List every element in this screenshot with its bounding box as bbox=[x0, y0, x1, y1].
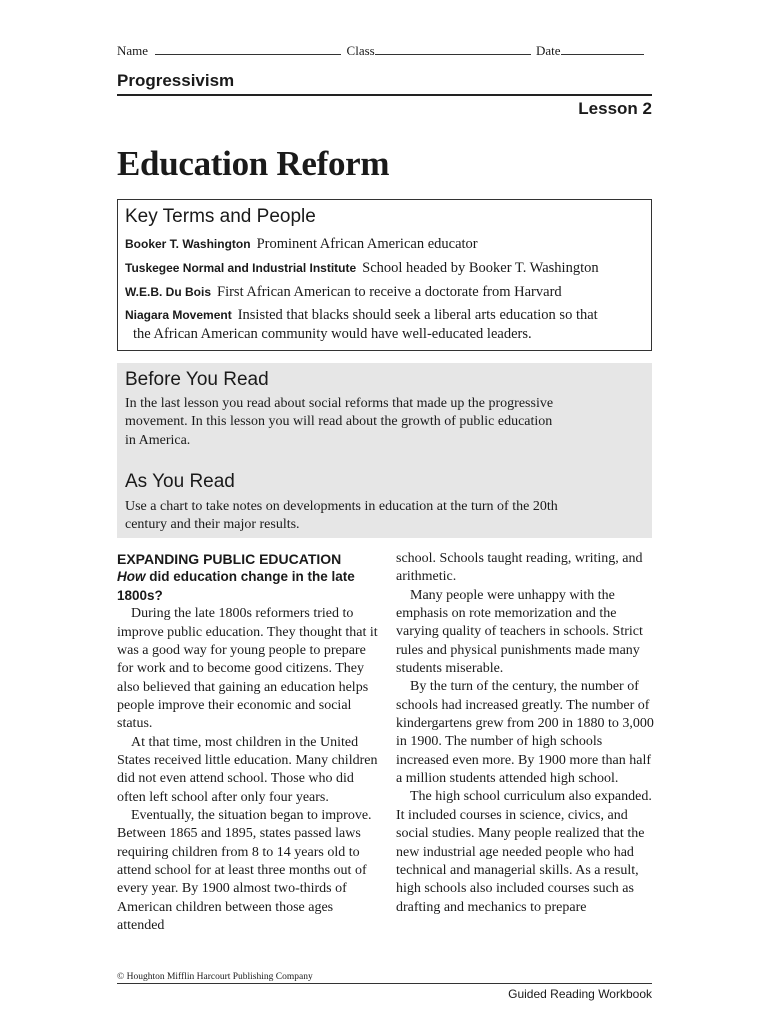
paragraph: At that time, most children in the United States received little education. Many children did not even attend school. Those who did often left school after only four years. bbox=[117, 734, 378, 805]
paragraph: Many people were unhappy with the emphasis on rote memorization and the varying quality of teachers in schools. Strict rules and physical punishments made many students miserable. bbox=[396, 587, 643, 677]
key-terms-box bbox=[117, 199, 652, 351]
before-you-read-heading: Before You Read bbox=[125, 369, 269, 390]
key-term-definition: First African American to receive a doctorate from Harvard bbox=[217, 284, 562, 300]
worksheet-page bbox=[117, 0, 652, 1024]
as-you-read-text: Use a chart to take notes on developments in education at the turn of the 20th century and their major results. bbox=[125, 499, 558, 533]
paragraph: Eventually, the situation began to improve. Between 1865 and 1895, states passed laws requiring children from 8 to 14 years old to attend school for at least three months out of every year. By 1900 almost two-thirds of American children between those ages attended bbox=[117, 808, 372, 934]
name-field[interactable] bbox=[155, 43, 341, 55]
lesson-label: Lesson 2 bbox=[578, 99, 652, 118]
key-term-definition: School headed by Booker T. Washington bbox=[362, 260, 599, 276]
paragraph: During the late 1800s reformers tried to improve public education. They thought that it was a good way for young people to prepare for work and to become good citizens. They also believed that gaining an education helps people improve their economic and social status. bbox=[117, 606, 378, 732]
lesson-title: Education Reform bbox=[117, 144, 390, 183]
name-label: Name bbox=[117, 43, 149, 58]
paragraph: By the turn of the century, the number of schools had increased greatly. The number of kindergartens grew from 200 in 1880 to 3,000 in 1900. The number of high schools increased even more. By 1900 more than half a million students attended high school. bbox=[396, 679, 654, 787]
key-term-row bbox=[125, 283, 645, 302]
section-question-emphasis: How bbox=[117, 569, 146, 585]
copyright-notice: © Houghton Mifflin Harcourt Publishing Company bbox=[117, 972, 313, 982]
key-term-definition: Insisted that blacks should seek a liberal arts education so that bbox=[237, 307, 598, 323]
before-you-read-text: In the last lesson you read about social reforms that made up the progressive movement. In this lesson you will read about the growth of public education in America. bbox=[125, 396, 554, 448]
class-label: Class bbox=[346, 43, 375, 58]
key-term-definition: Prominent African American educator bbox=[256, 236, 478, 252]
key-term-row bbox=[125, 306, 645, 344]
footer-divider bbox=[117, 983, 652, 984]
key-term: W.E.B. Du Bois bbox=[125, 285, 212, 299]
date-field[interactable] bbox=[561, 43, 644, 55]
paragraph-continued: school. Schools taught reading, writing, and arithmetic. bbox=[396, 551, 643, 585]
section-question bbox=[117, 568, 379, 605]
section-question-text: did education change in the late 1800s? bbox=[117, 569, 355, 603]
workbook-title: Guided Reading Workbook bbox=[508, 987, 652, 1001]
key-term-definition-continued: the African American community would have well-educated leaders. bbox=[133, 326, 532, 342]
name-class-date-line bbox=[117, 43, 652, 59]
key-term-row bbox=[125, 235, 645, 254]
unit-title: Progressivism bbox=[117, 71, 235, 90]
paragraph: The high school curriculum also expanded. It included courses in science, civics, and social studies. Many people realized that the new industrial age needed people who had technical and managerial skills. As a result, high schools also included courses such as drafting and mechanics to prepare bbox=[396, 789, 652, 915]
key-term-row bbox=[125, 259, 645, 278]
key-term: Tuskegee Normal and Industrial Institute bbox=[125, 261, 357, 275]
section-heading: EXPANDING PUBLIC EDUCATION bbox=[117, 551, 342, 567]
class-field[interactable] bbox=[375, 43, 531, 55]
left-text-column bbox=[117, 550, 379, 935]
header-divider bbox=[117, 94, 652, 96]
reading-guide-box bbox=[117, 363, 652, 538]
right-text-column bbox=[396, 550, 658, 917]
key-term: Niagara Movement bbox=[125, 308, 232, 322]
date-label: Date bbox=[535, 43, 561, 58]
key-terms-heading: Key Terms and People bbox=[125, 206, 316, 227]
as-you-read-heading: As You Read bbox=[125, 471, 235, 492]
key-term: Booker T. Washington bbox=[125, 237, 251, 251]
